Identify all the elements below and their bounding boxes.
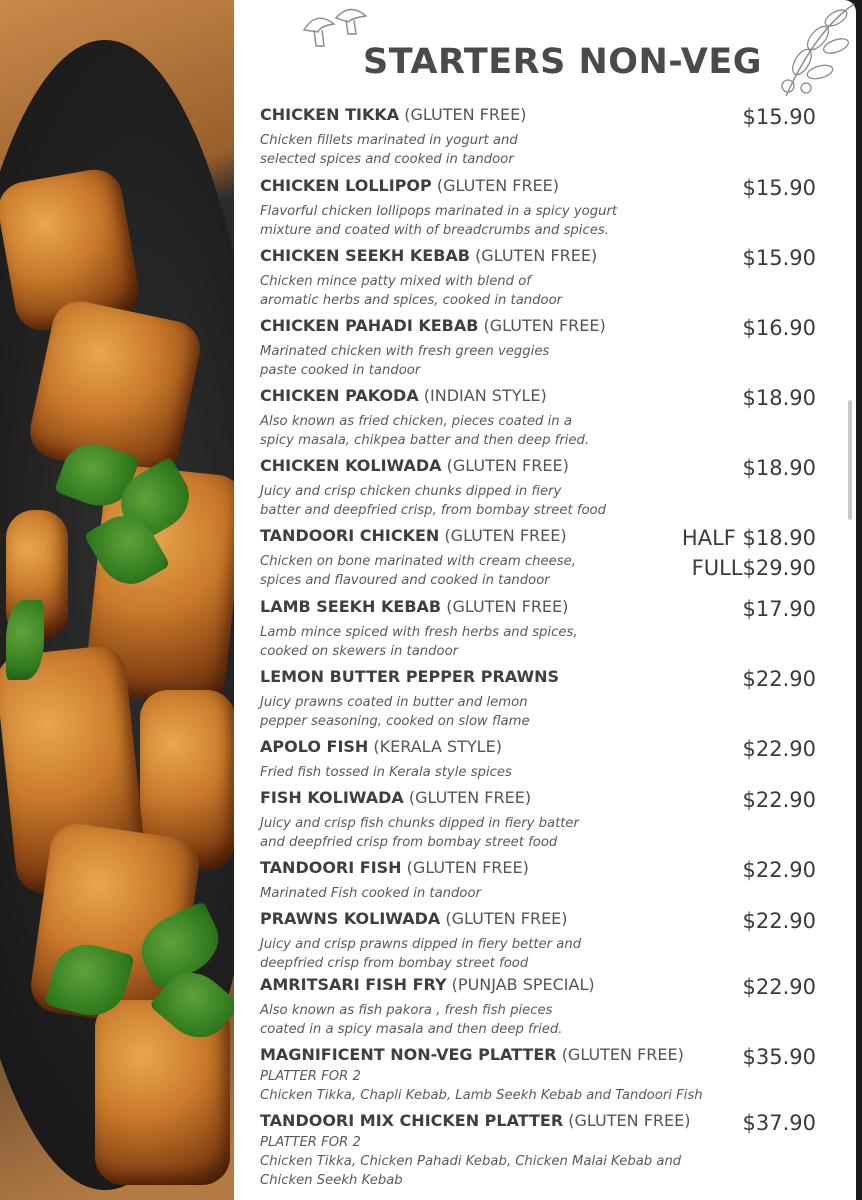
item-dietary-note: (GLUTEN FREE) [444, 526, 567, 545]
menu-item [260, 456, 838, 520]
item-name: LAMB SEEKH KEBAB [260, 597, 442, 616]
food-photo [0, 0, 234, 1200]
item-serving-note: PLATTER FOR 2 [260, 1135, 361, 1150]
item-description: Chicken Tikka, Chapli Kebab, Lamb Seekh Kebab and Tandoori Fish [260, 1088, 703, 1103]
item-price: $22.90 [742, 909, 816, 933]
menu-item [260, 597, 838, 661]
item-price: $15.90 [742, 246, 816, 270]
item-dietary-note: (GLUTEN FREE) [436, 176, 560, 195]
item-dietary-note: (GLUTEN FREE) [408, 788, 532, 807]
item-description: Lamb mince spiced with fresh herbs and spices, [260, 625, 578, 640]
item-name: CHICKEN SEEKH KEBAB [260, 246, 470, 265]
item-description: Chicken Tikka, Chicken Pahadi Kebab, Chicken Malai Kebab and [260, 1154, 682, 1169]
item-dietary-note: (GLUTEN FREE) [483, 316, 606, 335]
menu-item [260, 975, 838, 1039]
item-price: $15.90 [742, 176, 816, 200]
item-description: Juicy prawns coated in butter and lemon [260, 695, 528, 710]
item-name: APOLO FISH [260, 737, 369, 756]
item-description: spicy masala, chikpea batter and then deep fried. [260, 433, 590, 448]
item-description: Chicken mince patty mixed with blend of [260, 274, 531, 289]
item-dietary-note: (GLUTEN FREE) [445, 909, 568, 928]
item-description: coated in a spicy masala and then deep fried. [260, 1022, 563, 1037]
item-description: and deepfried crisp from bombay street food [260, 835, 558, 850]
item-dietary-note: (KERALA STYLE) [373, 737, 502, 756]
item-description: Marinated Fish cooked in tandoor [260, 886, 481, 901]
item-description: deepfried crisp from bombay street food [260, 956, 529, 971]
item-price: $22.90 [742, 788, 816, 812]
item-name: MAGNIFICENT NON-VEG PLATTER [260, 1045, 557, 1064]
menu-item [260, 667, 838, 731]
item-price: $22.90 [742, 858, 816, 882]
item-dietary-note: (GLUTEN FREE) [404, 105, 527, 124]
menu-item [260, 246, 838, 310]
item-name: LEMON BUTTER PEPPER PRAWNS [260, 667, 560, 686]
scrollbar[interactable] [848, 400, 852, 520]
item-dietary-note: (INDIAN STYLE) [423, 386, 547, 405]
menu-item [260, 737, 838, 782]
item-name: FISH KOLIWADA [260, 788, 404, 807]
item-price: $17.90 [742, 597, 816, 621]
item-name: CHICKEN LOLLIPOP [260, 176, 432, 195]
item-price: $16.90 [742, 316, 816, 340]
item-price: $37.90 [742, 1111, 816, 1135]
item-name: CHICKEN PAKODA [260, 386, 419, 405]
item-name: AMRITSARI FISH FRY [260, 975, 447, 994]
item-price: $18.90 [742, 386, 816, 410]
page-title: STARTERS NON-VEG [363, 42, 762, 82]
menu-item [260, 316, 838, 380]
menu-item [260, 909, 838, 973]
item-description: Also known as fish pakora , fresh fish pieces [260, 1003, 553, 1018]
item-name: TANDOORI MIX CHICKEN PLATTER [260, 1111, 564, 1130]
item-description: aromatic herbs and spices, cooked in tandoor [260, 293, 563, 308]
item-name: CHICKEN PAHADI KEBAB [260, 316, 479, 335]
item-dietary-note: (GLUTEN FREE) [561, 1045, 684, 1064]
menu-item [260, 386, 838, 450]
menu-item [260, 105, 838, 169]
item-dietary-note: (GLUTEN FREE) [568, 1111, 691, 1130]
item-name: CHICKEN TIKKA [260, 105, 400, 124]
menu-item [260, 1111, 838, 1190]
item-dietary-note: (GLUTEN FREE) [446, 456, 569, 475]
item-description: Marinated chicken with fresh green veggies [260, 344, 550, 359]
item-description: Chicken fillets marinated in yogurt and [260, 133, 518, 148]
item-price: $22.90 [742, 667, 816, 691]
item-price: $35.90 [742, 1045, 816, 1069]
item-dietary-note: (GLUTEN FREE) [475, 246, 598, 265]
item-dietary-note: (GLUTEN FREE) [446, 597, 569, 616]
item-description: Also known as fried chicken, pieces coated in a [260, 414, 572, 429]
item-dietary-note: (GLUTEN FREE) [406, 858, 529, 877]
menu-item [260, 526, 838, 590]
item-description: Chicken on bone marinated with cream cheese, [260, 554, 576, 569]
item-price: HALF $18.90 [681, 526, 816, 550]
item-description: Flavorful chicken lollipops marinated in a spicy yogurt [260, 204, 618, 219]
menu-item [260, 858, 838, 903]
item-price: $22.90 [742, 975, 816, 999]
item-description: selected spices and cooked in tandoor [260, 152, 514, 167]
item-description: Fried fish tossed in Kerala style spices [260, 765, 512, 780]
item-dietary-note: (PUNJAB SPECIAL) [451, 975, 595, 994]
item-serving-note: PLATTER FOR 2 [260, 1069, 361, 1084]
mushroom-sketch-icon [300, 4, 370, 55]
item-description: mixture and coated with of breadcrumbs and spices. [260, 223, 609, 238]
cilantro-leaf [6, 600, 44, 680]
item-name: PRAWNS KOLIWADA [260, 909, 441, 928]
item-name: TANDOORI FISH [260, 858, 402, 877]
item-name: TANDOORI CHICKEN [260, 526, 440, 545]
menu-item [260, 788, 838, 852]
item-description: pepper seasoning, cooked on slow flame [260, 714, 530, 729]
menu-panel [234, 0, 856, 1200]
item-description: paste cooked in tandoor [260, 363, 421, 378]
item-description: Chicken Seekh Kebab [260, 1173, 403, 1188]
item-price: $18.90 [742, 456, 816, 480]
item-description: Juicy and crisp prawns dipped in fiery better and [260, 937, 582, 952]
menu-item [260, 176, 838, 240]
item-price-full: FULL$29.90 [691, 556, 816, 580]
item-description: batter and deepfried crisp, from bombay street food [260, 503, 606, 518]
menu-item [260, 1045, 838, 1105]
item-description: Juicy and crisp fish chunks dipped in fiery batter [260, 816, 579, 831]
item-description: Juicy and crisp chicken chunks dipped in fiery [260, 484, 562, 499]
item-price: $22.90 [742, 737, 816, 761]
item-description: spices and flavoured and cooked in tandoor [260, 573, 550, 588]
herb-leaves-sketch-icon [766, 0, 858, 105]
item-description: cooked on skewers in tandoor [260, 644, 459, 659]
item-price: $15.90 [742, 105, 816, 129]
item-name: CHICKEN KOLIWADA [260, 456, 442, 475]
